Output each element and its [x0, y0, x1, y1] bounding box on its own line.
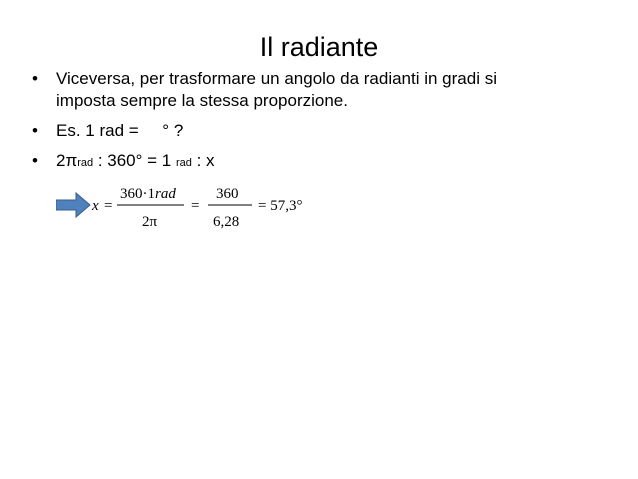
bullet-dot-icon: •	[32, 151, 38, 170]
right-arrow-icon	[56, 193, 90, 217]
formula	[56, 188, 336, 240]
formula-lhs: x	[92, 198, 99, 214]
bullet-list	[32, 68, 612, 174]
bullet-item-3	[32, 150, 612, 174]
rad-unit-text-2: rad	[175, 157, 192, 169]
fraction1-numerator: 360·1rad	[120, 188, 176, 202]
formula-equals-2: =	[191, 198, 200, 214]
bullet-item-2	[32, 120, 612, 142]
slide-title: Il radiante	[259, 32, 379, 62]
fraction1-denominator: 2π	[142, 214, 158, 230]
bullet-text: Es. 1 rad = ° ?	[56, 121, 184, 140]
formula-equals-1: =	[104, 198, 113, 214]
bullet-text-line2: imposta sempre la stessa proporzione.	[56, 91, 348, 110]
rad-unit-text: rad	[77, 157, 94, 169]
two-pi-text: 2π	[56, 151, 78, 170]
bullet-dot-icon: •	[32, 121, 38, 140]
bullet-text-line1: Viceversa, per trasformare un angolo da radianti in gradi si	[56, 69, 497, 88]
fraction2-numerator: 360	[216, 188, 239, 202]
bullet-item-1	[32, 68, 612, 112]
proportion-end-text: : x	[191, 151, 215, 170]
bullet-dot-icon: •	[32, 69, 38, 88]
proportion-middle-text: : 360° = 1	[93, 151, 176, 170]
formula-result: = 57,3°	[258, 198, 303, 214]
fraction2-denominator: 6,28	[213, 214, 240, 230]
